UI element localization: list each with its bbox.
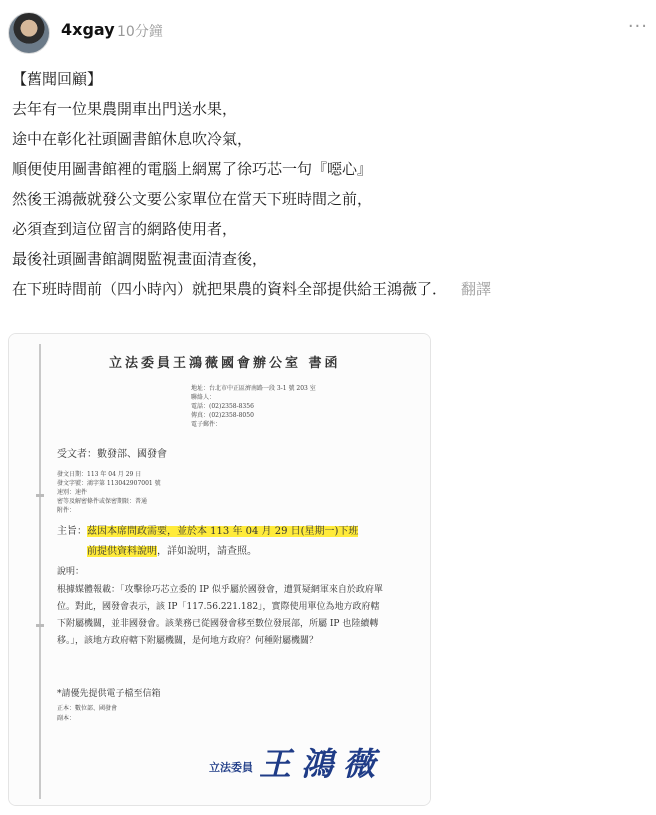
attached-image[interactable] — [8, 333, 431, 806]
translate-link[interactable]: 翻譯 — [461, 280, 492, 298]
post-text — [12, 64, 642, 304]
username[interactable]: 4xgay — [61, 20, 115, 39]
meta-line: 發文字號：鴻字第 113042907001 號 — [57, 480, 161, 487]
more-options-icon[interactable]: ··· — [627, 16, 648, 37]
note: *請優先提供電子檔至信箱 — [57, 689, 161, 699]
post-header — [8, 10, 648, 54]
subject-label: 主旨： — [57, 526, 87, 537]
binding-mark — [36, 494, 44, 497]
address-line: 聯絡人： — [191, 394, 216, 401]
meta-line: 發文日期：113 年 04 月 29 日 — [57, 471, 142, 478]
binding-mark — [36, 624, 44, 627]
subject-row-1 — [57, 522, 397, 542]
subject-row-2 — [57, 542, 397, 562]
recipient: 受文者：數發部、國發會 — [57, 449, 167, 460]
post-line: 【舊聞回顧】 — [12, 70, 103, 88]
subject-highlight: 前提供資料說明 — [87, 546, 157, 557]
subject-rest: ，詳如說明，請查照。 — [157, 546, 257, 557]
explain-label: 說明： — [57, 567, 85, 577]
post-line: 途中在彰化社頭圖書館休息吹冷氣， — [12, 130, 253, 148]
explain-body: 根據媒體報載：「攻擊徐巧芯立委的 IP 似乎屬於國發會，遭質疑網軍來自於政府單位。對此，國發會表示，該 IP「117.56.221.182」，實際使用單位為地方政府轄下附屬機關，並非國發會。該業務已從國發會移至數位發展部，所屬 IP 也陸續轉移。」，該地方政府轄下附屬機關，是何地方政府？何種附屬機關？ — [57, 585, 383, 646]
signature-prefix: 立法委員 — [209, 761, 253, 774]
cc-line: 副本： — [57, 715, 76, 722]
post-line: 順便使用圖書館裡的電腦上網罵了徐巧芯一句『噁心』 — [12, 160, 373, 178]
margin-rule — [39, 344, 41, 799]
address-line: 電話：(02)2358-8356 — [191, 403, 254, 410]
address-line: 地址：台北市中正區濟南路一段 3-1 號 203 室 — [191, 385, 316, 392]
meta-line: 速別：速件 — [57, 489, 88, 496]
post-line-text: 在下班時間前（四小時內）就把果農的資料全部提供給王鴻薇了． — [12, 280, 448, 298]
post-line: 必須查到這位留言的網路使用者， — [12, 220, 238, 238]
subject — [57, 522, 397, 562]
letter-title: 立法委員王鴻薇國會辦公室 書函 — [109, 356, 341, 371]
post-line-last — [12, 274, 642, 304]
post-line: 去年有一位果農開車出門送水果， — [12, 100, 238, 118]
signature-name: 王鴻薇 — [259, 745, 386, 783]
post-line: 然後王鴻薇就發公文要公家單位在當天下班時間之前， — [12, 190, 373, 208]
avatar[interactable] — [8, 12, 50, 54]
official-letter — [9, 334, 430, 805]
address-line: 傳真：(02)2358-8050 — [191, 412, 254, 419]
subject-highlight: 茲因本席問政需要，並於本 113 年 04 月 29 日(星期一)下班 — [87, 526, 359, 537]
meta-line: 密等及解密條件或保密期限：普通 — [57, 498, 148, 505]
post-line: 最後社頭圖書館調閱監視畫面清查後， — [12, 250, 268, 268]
address-line: 電子郵件： — [191, 421, 222, 428]
meta-line: 附件： — [57, 507, 76, 514]
post-time: 10分鐘 — [117, 24, 163, 40]
cc-line: 正本：數位部、國發會 — [57, 705, 118, 712]
